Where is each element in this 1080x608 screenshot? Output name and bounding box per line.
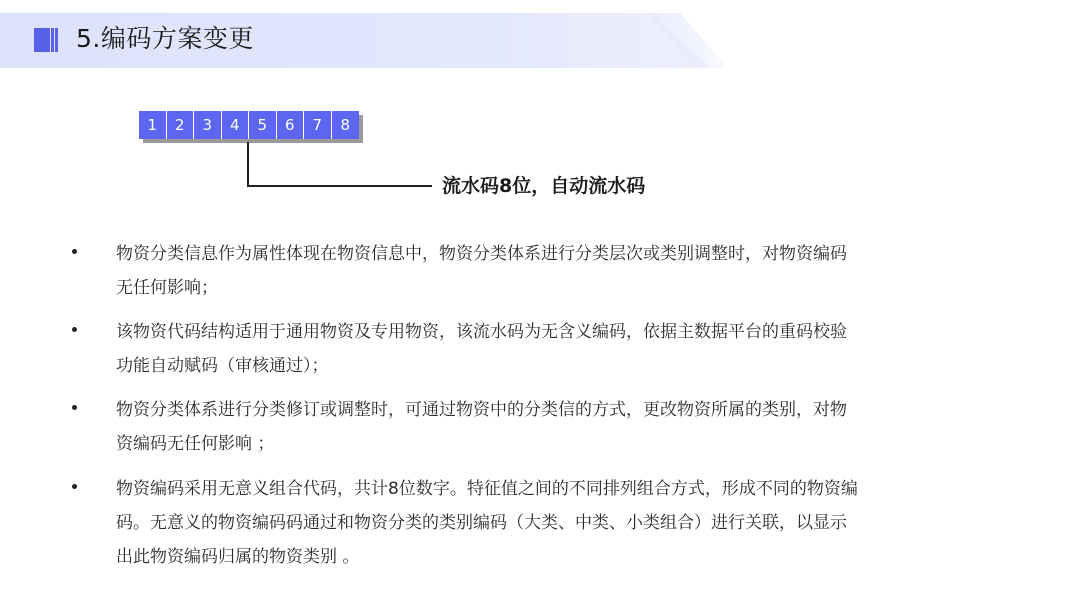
page-title: 5.编码方案变更 [76, 24, 254, 53]
bullet-text: 物资分类体系进行分类修订或调整时，可通过物资中的分类信的方式，更改物资所属的类别，对物 资编码无任何影响 ； [116, 400, 847, 454]
bullet-text: 物资编码采用无意义组合代码，共计8位数字。特征值之间的不同排列组合方式，形成不同的物资编 码。无意义的物资编码码通过和物资分类的类别编码（大类、中类、小类组合）进行关联，以显示 出此物资编码归属的物资类别 。 [116, 479, 858, 567]
code-digit-8: 8 [332, 111, 360, 139]
connector-line-horizontal [247, 185, 432, 187]
code-digit-6: 6 [277, 111, 305, 139]
code-digit-2: 2 [167, 111, 195, 139]
code-digit-1: 1 [139, 111, 167, 139]
code-digit-3: 3 [194, 111, 222, 139]
code-digit-7: 7 [304, 111, 332, 139]
bullet-dot-icon [72, 405, 77, 410]
bullet-dot-icon [72, 484, 77, 489]
code-digit-4: 4 [222, 111, 250, 139]
code-digit-5: 5 [249, 111, 277, 139]
bullet-text: 该物资代码结构适用于通用物资及专用物资，该流水码为无含义编码，依据主数据平台的重码校验 功能自动赋码（审核通过）； [116, 322, 847, 376]
connector-line-vertical [247, 142, 249, 186]
bullet-text: 物资分类信息作为属性体现在物资信息中，物资分类体系进行分类层次或类别调整时，对物资编码 无任何影响； [116, 244, 847, 298]
header-bars-icon [34, 28, 58, 52]
bullet-dot-icon [72, 327, 77, 332]
bullet-dot-icon [72, 249, 77, 254]
code-digit-row [139, 111, 359, 139]
serial-code-label: 流水码8位，自动流水码 [442, 175, 646, 197]
